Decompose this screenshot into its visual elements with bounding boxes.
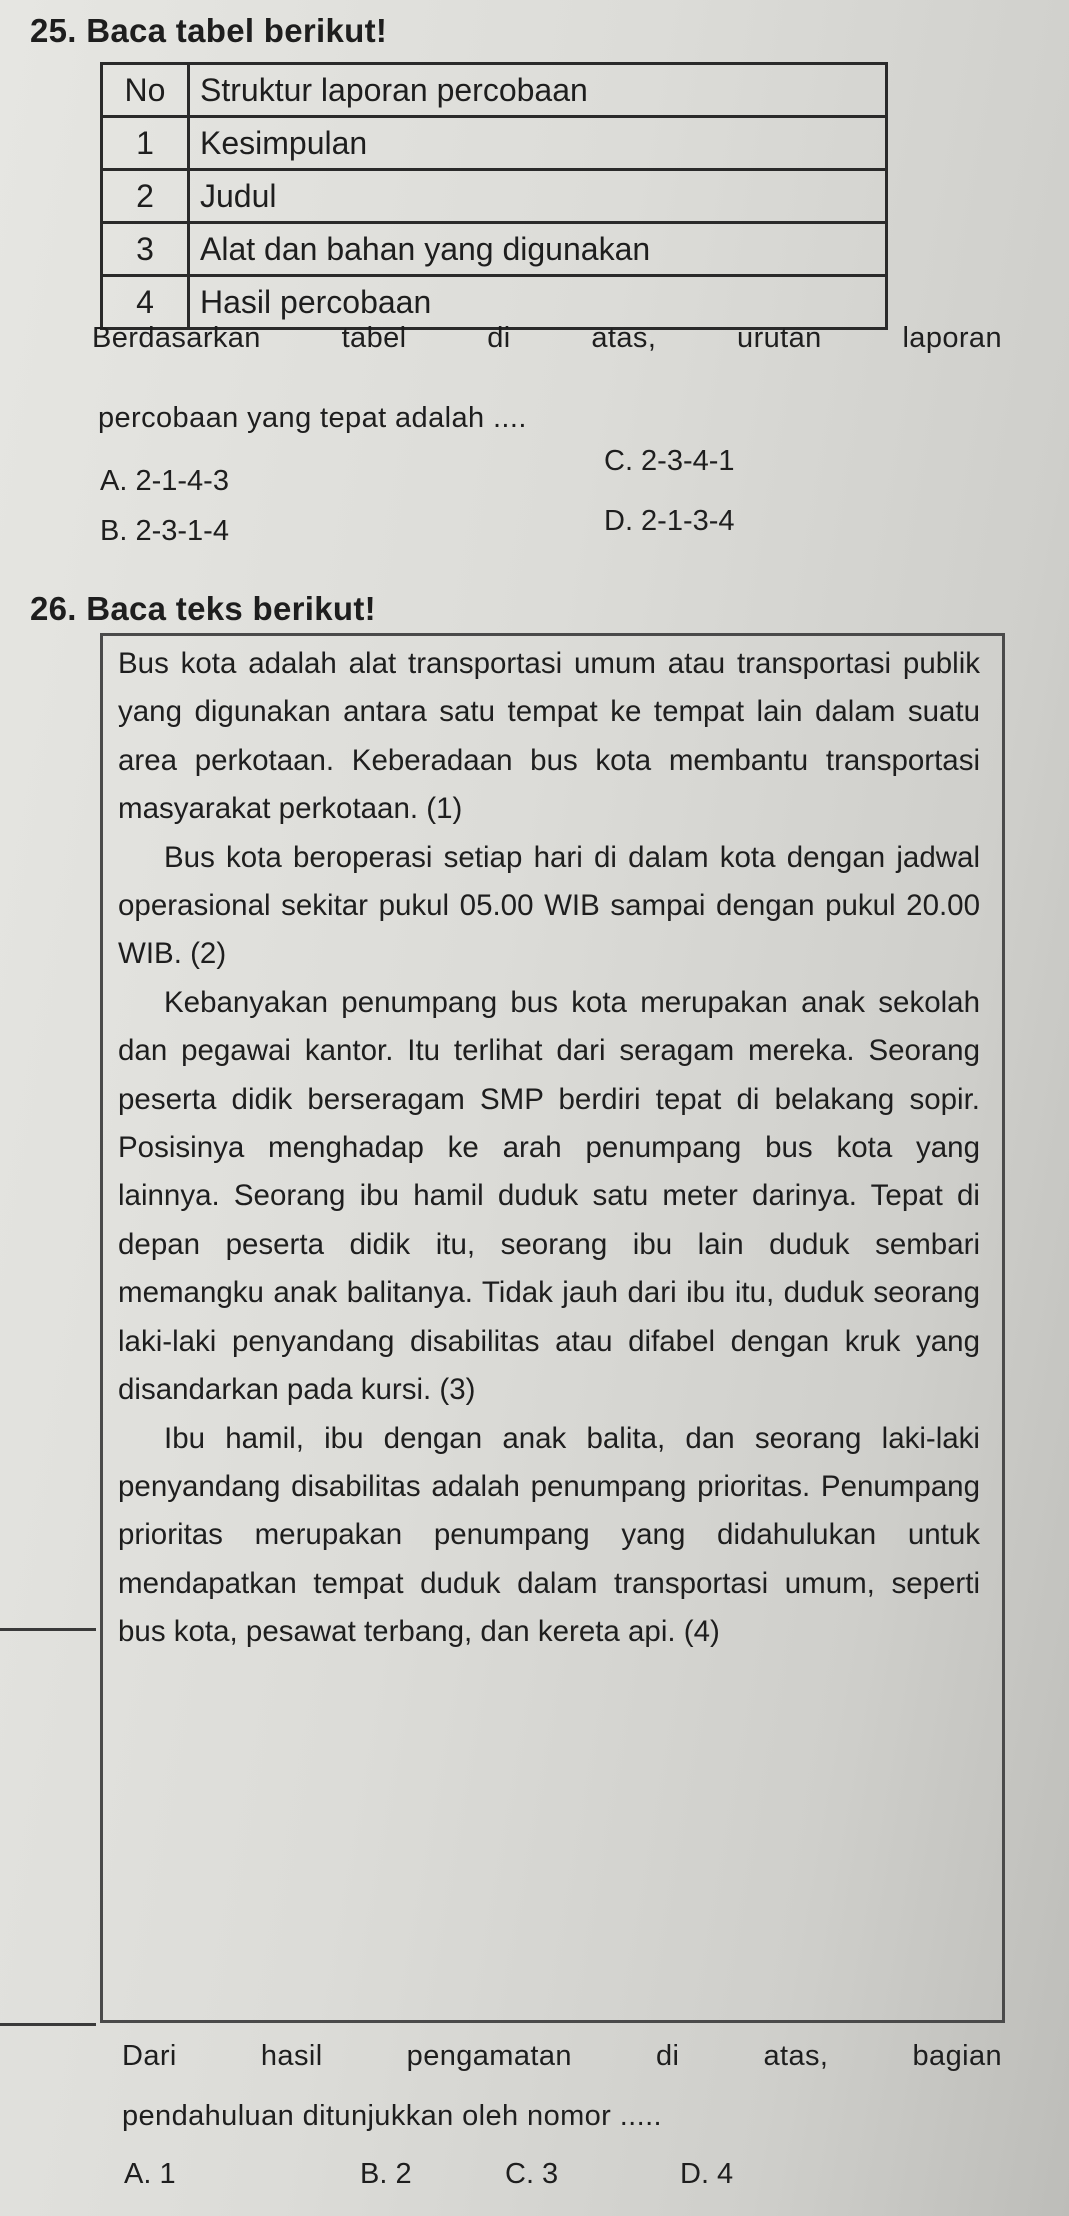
table-row: [102, 117, 887, 170]
table-header-no: No: [102, 64, 189, 117]
table-cell-structure: Judul: [189, 170, 887, 223]
q25-option-c[interactable]: C. 2-3-4-1: [604, 445, 735, 477]
report-structure-table: [100, 62, 888, 330]
table-cell-no: 4: [102, 276, 189, 329]
q26-option-c[interactable]: C. 3: [505, 2158, 559, 2190]
q25-option-b[interactable]: B. 2-3-1-4: [100, 515, 229, 547]
margin-line: [0, 1628, 96, 1631]
q26-option-d[interactable]: D. 4: [680, 2158, 734, 2190]
table-cell-structure: Hasil percobaan: [189, 276, 887, 329]
table-row: [102, 223, 887, 276]
table-header-row: [102, 64, 887, 117]
question-25-heading: 25. Baca tabel berikut!: [30, 12, 388, 49]
table-cell-no: 2: [102, 170, 189, 223]
question-26-text-line1: Dari hasil pengamatan di atas, bagian: [122, 2040, 1002, 2072]
question-25-text-line2: percobaan yang tepat adalah ....: [98, 402, 527, 434]
table-row: [102, 276, 887, 329]
question-25-text-line1: Berdasarkan tabel di atas, urutan laporan: [92, 322, 1002, 354]
passage-paragraph-2: Bus kota beroperasi setiap hari di dalam kota dengan jadwal operasional sekitar pukul 05.00 WIB sampai dengan pukul 20.00 WIB. (2): [118, 840, 980, 971]
passage-paragraph-3: Kebanyakan penumpang bus kota merupakan anak sekolah dan pegawai kantor. Itu terlihat dari seragam mereka. Seorang peserta didik berseragam SMP berdiri tepat di belakang sopir. Posisinya menghadap ke arah penumpang bus kota yang lainnya. Seorang ibu hamil duduk satu meter darinya. Tepat di depan peserta didik itu, seorang ibu lain duduk sembari memangku anak balitanya. Tidak jauh dari ibu itu, duduk seorang laki-laki penyandang disabilitas atau difabel dengan kruk yang disandarkan pada kursi. (3): [118, 985, 980, 1407]
table-row: [102, 170, 887, 223]
q26-option-b[interactable]: B. 2: [360, 2158, 412, 2190]
passage-paragraph-4: Ibu hamil, ibu dengan anak balita, dan seorang laki-laki penyandang disabilitas adalah penumpang prioritas. Penumpang prioritas merupakan penumpang yang didahulukan untuk mendapatkan tempat duduk dalam transportasi umum, seperti bus kota, pesawat terbang, dan kereta api. (4): [118, 1421, 980, 1649]
passage-paragraph-1: Bus kota adalah alat transportasi umum atau transportasi publik yang digunakan antara satu tempat ke tempat lain dalam suatu area perkotaan. Keberadaan bus kota membantu transportasi masyarakat perkotaan. (1): [118, 647, 980, 826]
question-26-text-line2: pendahuluan ditunjukkan oleh nomor .....: [122, 2100, 662, 2132]
q26-option-a[interactable]: A. 1: [124, 2158, 176, 2190]
table-cell-structure: Alat dan bahan yang digunakan: [189, 223, 887, 276]
q25-option-a[interactable]: A. 2-1-4-3: [100, 465, 229, 497]
table-cell-structure: Kesimpulan: [189, 117, 887, 170]
table-header-structure: Struktur laporan percobaan: [189, 64, 887, 117]
table-cell-no: 3: [102, 223, 189, 276]
margin-line: [0, 2023, 96, 2026]
table-cell-no: 1: [102, 117, 189, 170]
q25-option-d[interactable]: D. 2-1-3-4: [604, 505, 735, 537]
reading-passage-text: [118, 640, 980, 1657]
question-26-heading: 26. Baca teks berikut!: [30, 590, 376, 627]
